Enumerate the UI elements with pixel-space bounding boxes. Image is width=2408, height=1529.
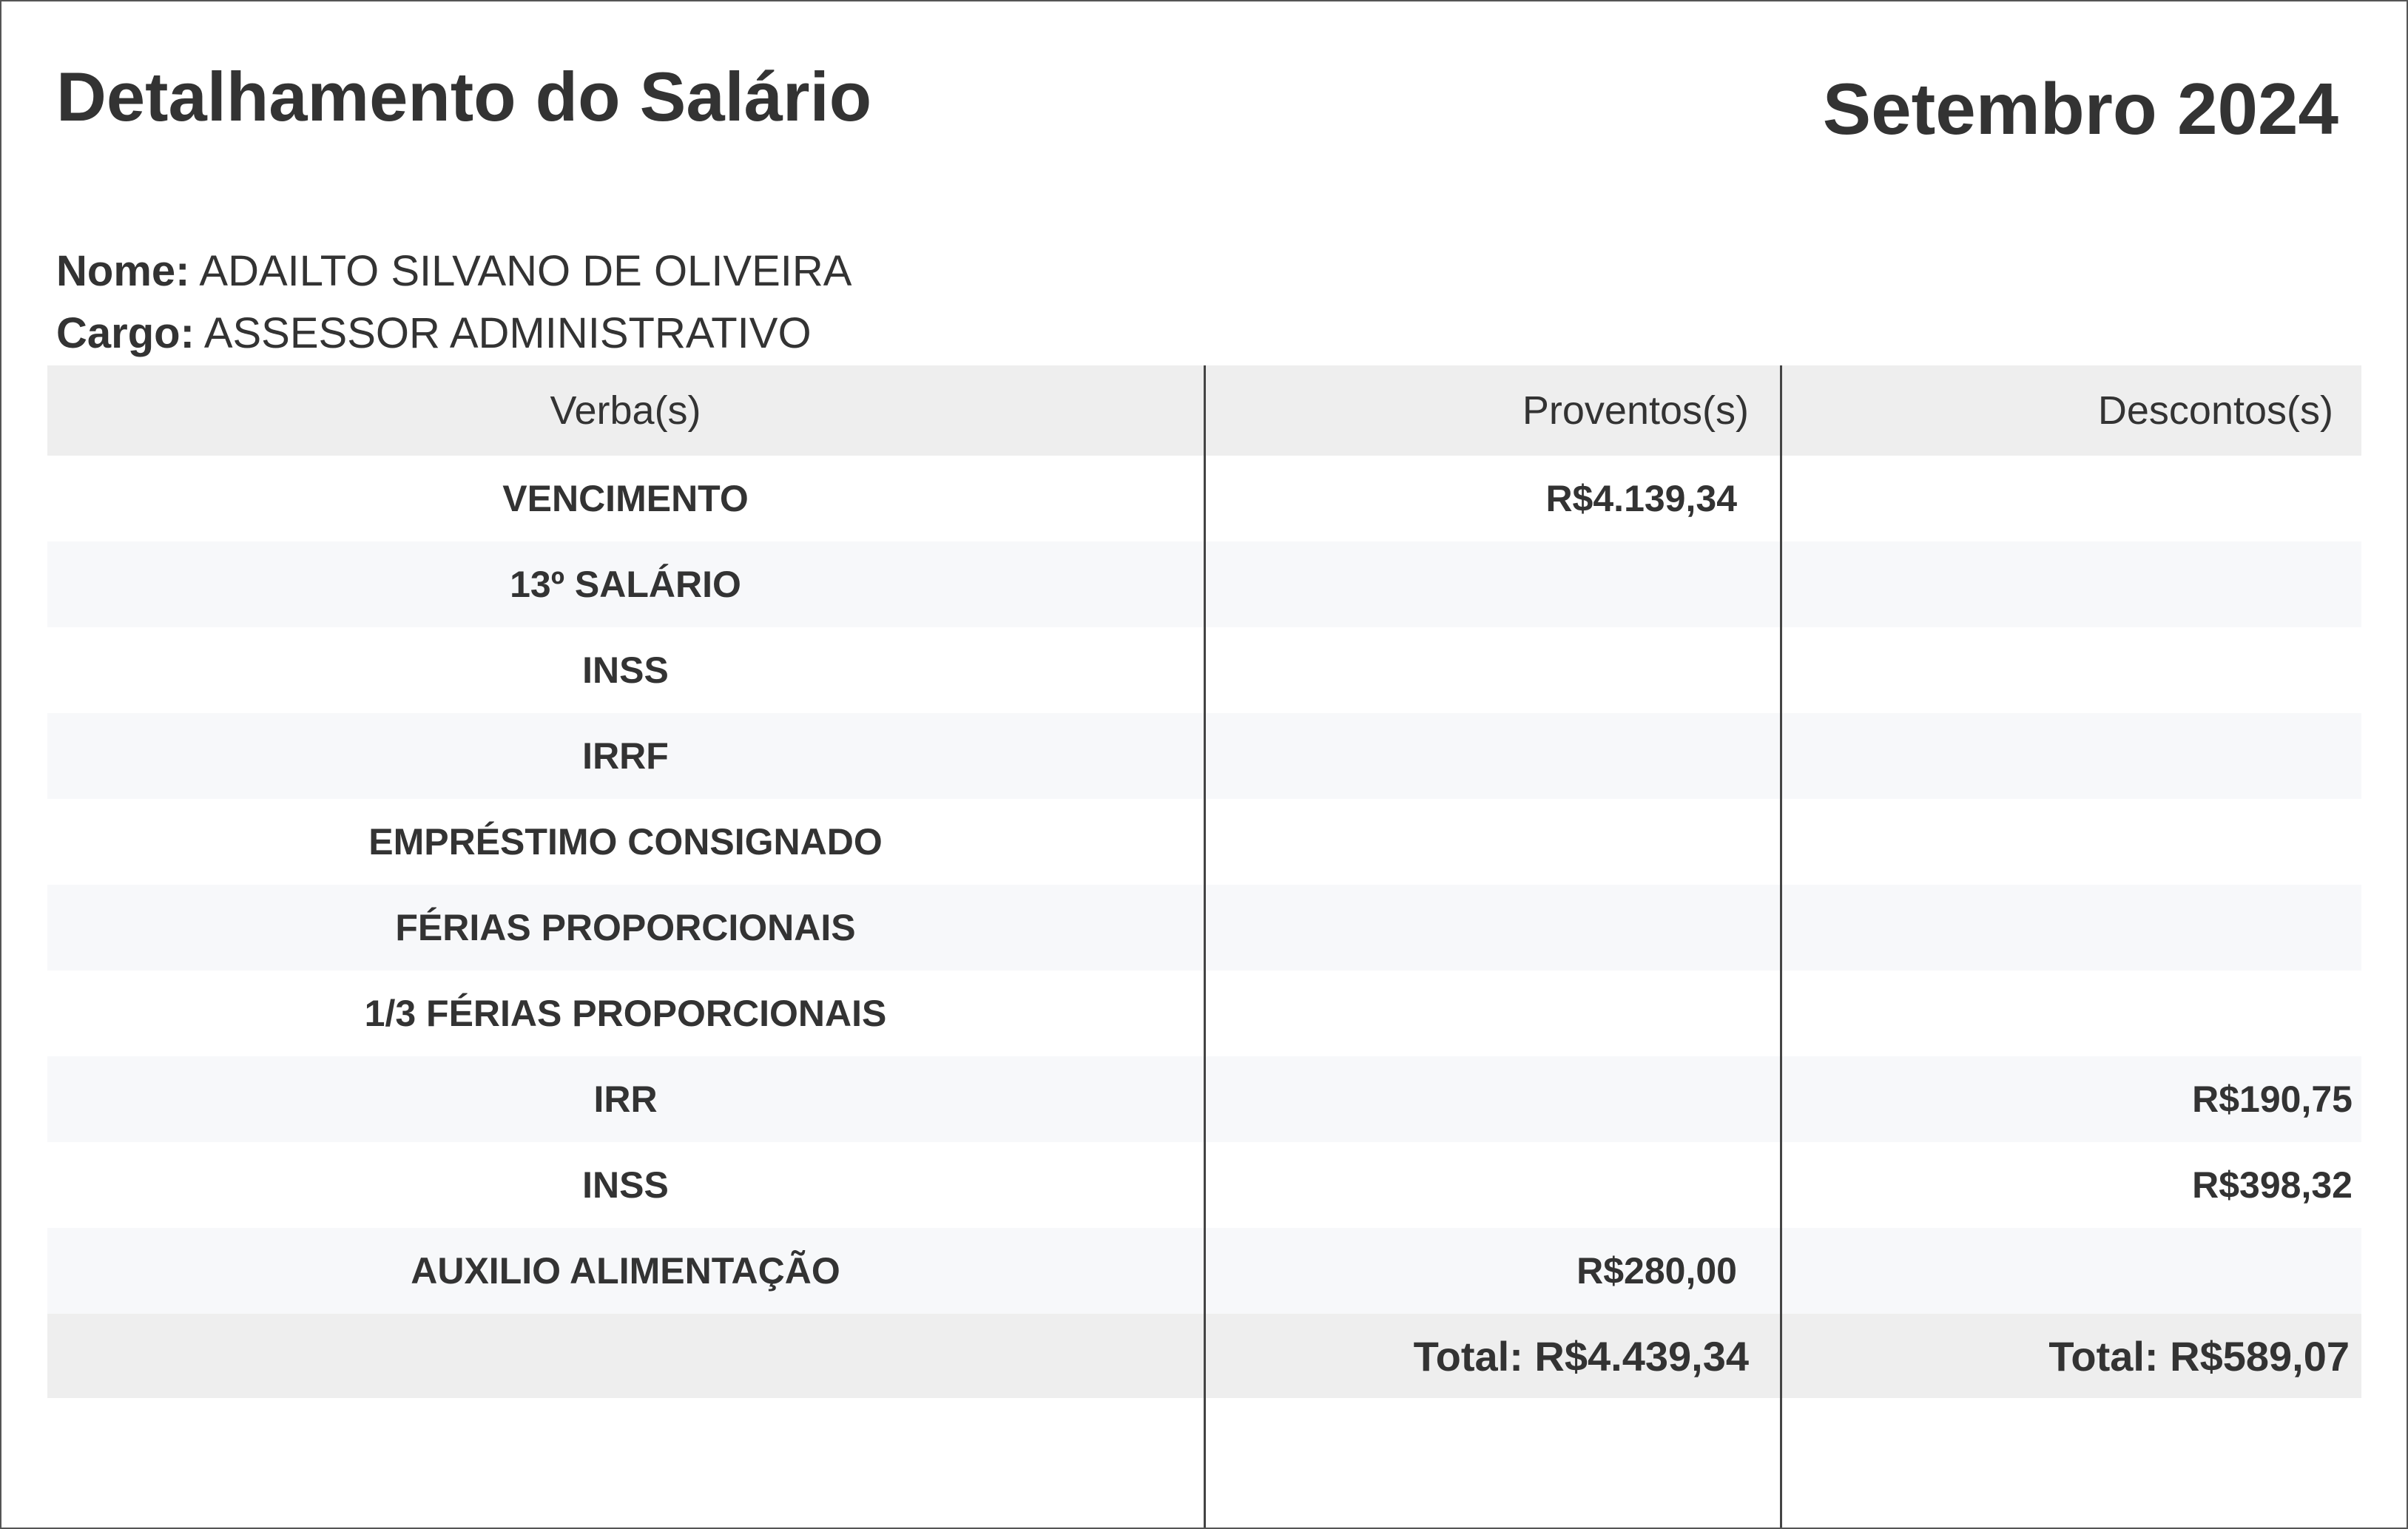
provento-cell: R$4.139,34 bbox=[1545, 478, 1737, 519]
provento-cell bbox=[1204, 885, 1780, 971]
employee-name-label: Nome: bbox=[56, 247, 190, 295]
provento-cell bbox=[1204, 627, 1780, 713]
provento-cell bbox=[1204, 1056, 1780, 1142]
provento-cell bbox=[1204, 713, 1780, 799]
desconto-cell bbox=[1780, 456, 2361, 541]
desconto-cell bbox=[1780, 1228, 2361, 1314]
verba-cell: IRR bbox=[593, 1079, 658, 1120]
employee-name-value: ADAILTO SILVANO DE OLIVEIRA bbox=[199, 247, 852, 295]
desconto-cell bbox=[1780, 971, 2361, 1056]
column-divider bbox=[1204, 365, 1206, 1528]
page-title: Detalhamento do Salário bbox=[56, 58, 872, 135]
desconto-cell bbox=[1780, 627, 2361, 713]
provento-cell bbox=[1204, 1142, 1780, 1228]
header-verba: Verba(s) bbox=[550, 388, 701, 433]
total-label-cell bbox=[47, 1314, 1204, 1398]
verba-cell: 13º SALÁRIO bbox=[510, 564, 741, 605]
verba-cell: IRRF bbox=[582, 735, 669, 777]
verba-cell: VENCIMENTO bbox=[502, 478, 749, 519]
verba-cell: INSS bbox=[582, 1164, 669, 1206]
period-label: Setembro 2024 bbox=[1822, 68, 2338, 149]
desconto-cell bbox=[1780, 885, 2361, 971]
desconto-cell bbox=[1780, 799, 2361, 885]
desconto-cell bbox=[1780, 713, 2361, 799]
verba-cell: FÉRIAS PROPORCIONAIS bbox=[395, 907, 856, 948]
total-proventos: Total: R$4.439,34 bbox=[1413, 1332, 1749, 1380]
provento-cell: R$280,00 bbox=[1576, 1250, 1737, 1292]
desconto-cell: R$398,32 bbox=[2192, 1164, 2353, 1206]
provento-cell bbox=[1204, 799, 1780, 885]
verba-cell: INSS bbox=[582, 649, 669, 691]
provento-cell bbox=[1204, 541, 1780, 627]
provento-cell bbox=[1204, 971, 1780, 1056]
employee-role-value: ASSESSOR ADMINISTRATIVO bbox=[203, 309, 812, 357]
desconto-cell: R$190,75 bbox=[2192, 1079, 2353, 1120]
header-descontos: Descontos(s) bbox=[2097, 388, 2333, 433]
column-divider bbox=[1780, 365, 1782, 1528]
verba-cell: AUXILIO ALIMENTAÇÃO bbox=[411, 1250, 840, 1292]
verba-cell: 1/3 FÉRIAS PROPORCIONAIS bbox=[364, 993, 887, 1034]
desconto-cell bbox=[1780, 541, 2361, 627]
header-proventos: Proventos(s) bbox=[1522, 388, 1749, 433]
verba-cell: EMPRÉSTIMO CONSIGNADO bbox=[368, 821, 883, 863]
employee-name-line bbox=[56, 247, 852, 295]
employee-role-line bbox=[56, 309, 812, 357]
employee-role-label: Cargo: bbox=[56, 309, 195, 357]
total-descontos: Total: R$589,07 bbox=[2048, 1332, 2350, 1380]
